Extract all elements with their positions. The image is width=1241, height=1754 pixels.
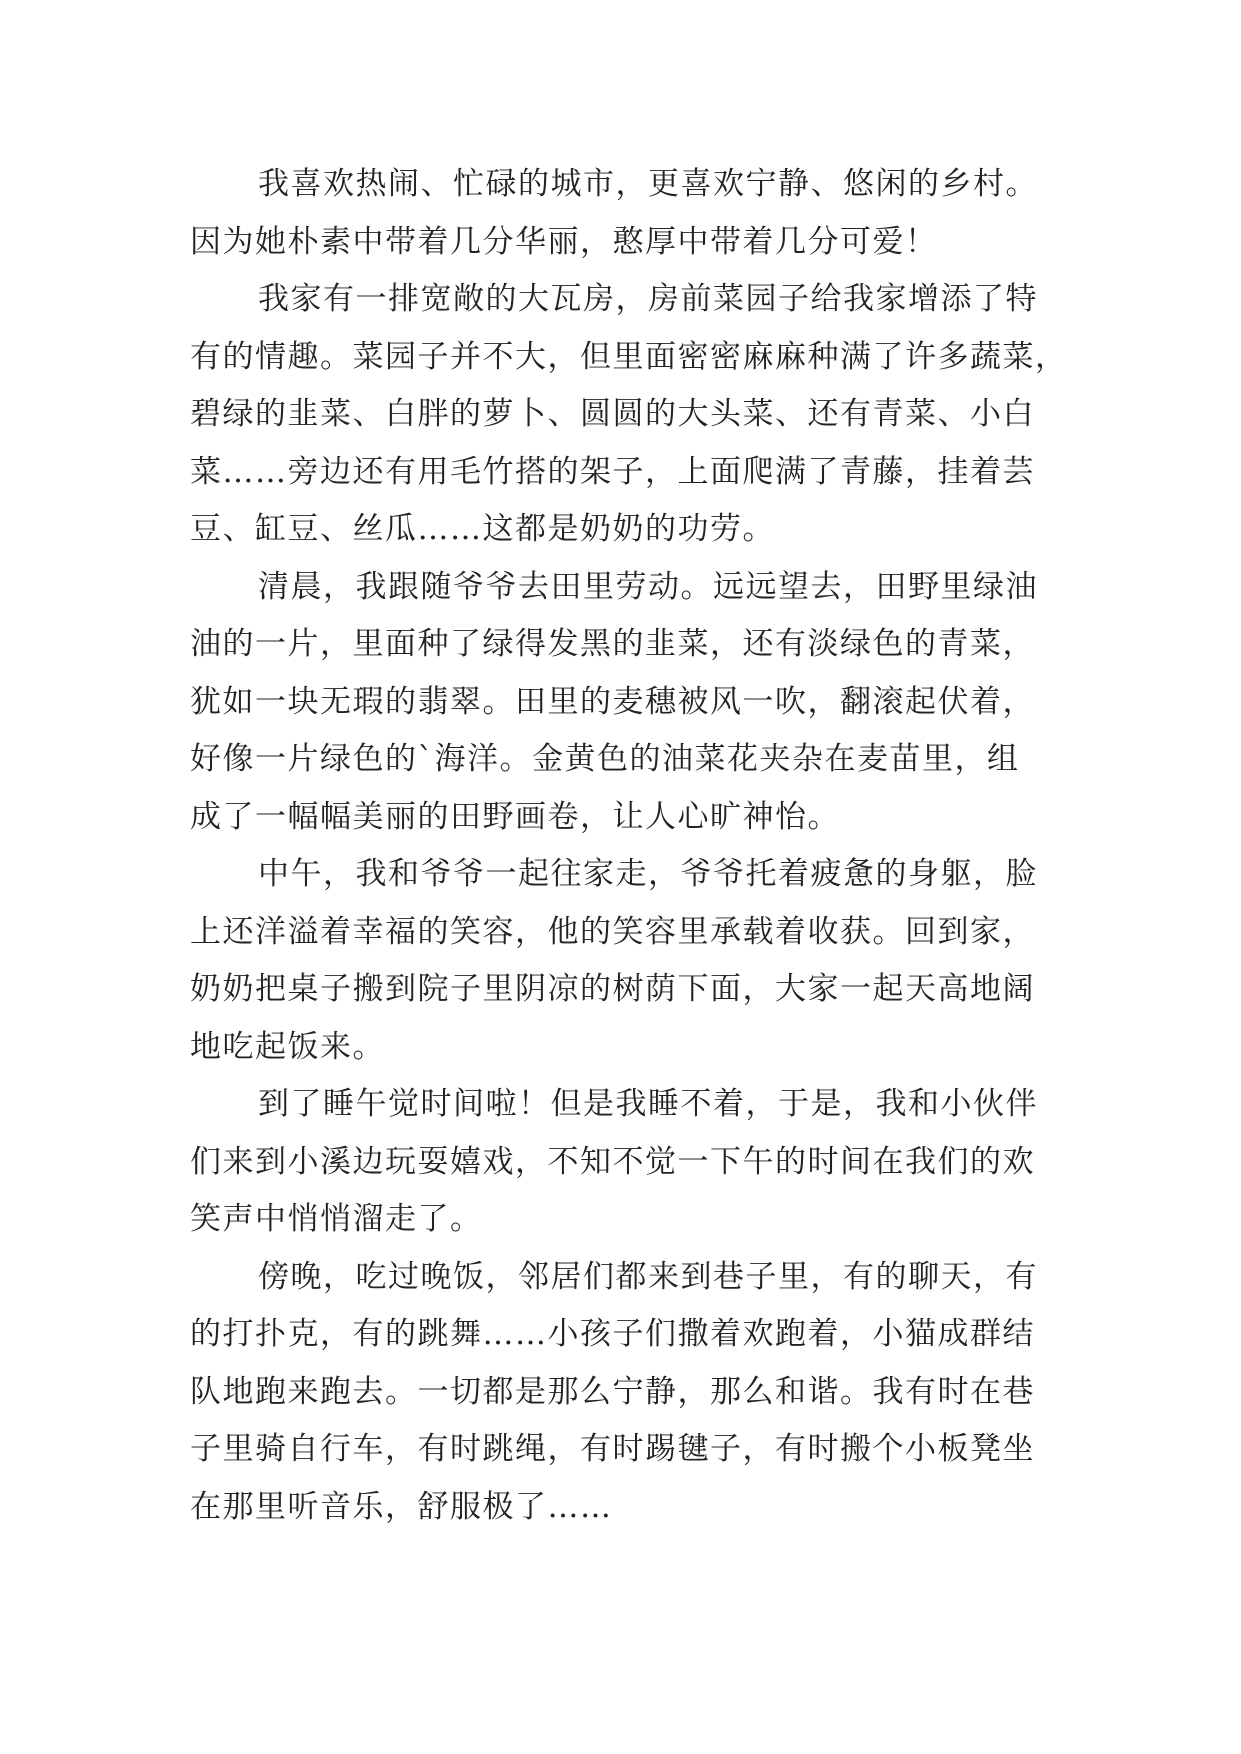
text-line: 碧绿的韭菜、白胖的萝卜、圆圆的大头菜、还有青菜、小白 xyxy=(190,396,1035,432)
text-line: 笑声中悄悄溜走了。 xyxy=(190,1201,483,1237)
text-line: 我家有一排宽敞的大瓦房，房前菜园子给我家增添了特 xyxy=(258,281,1038,317)
paragraph-4 xyxy=(190,846,1060,1076)
text-line: 成了一幅幅美丽的田野画卷，让人心旷神怡。 xyxy=(190,798,840,835)
text-line: 中午，我和爷爷一起往家走，爷爷托着疲惫的身躯，脸 xyxy=(258,856,1038,892)
paragraph-3 xyxy=(190,559,1060,847)
text-line: 地吃起饭来。 xyxy=(190,1028,385,1065)
text-line: 我喜欢热闹、忙碌的城市，更喜欢宁静、悠闲的乡村。 xyxy=(258,166,1038,202)
text-line: 奶奶把桌子搬到院子里阴凉的树荫下面，大家一起天高地阔 xyxy=(190,971,1035,1007)
text-line: 因为她朴素中带着几分华丽，憨厚中带着几分可爱！ xyxy=(190,223,938,260)
text-line: 在那里听音乐，舒服极了…… xyxy=(190,1488,613,1525)
text-line: 子里骑自行车，有时跳绳，有时踢毽子，有时搬个小板凳坐 xyxy=(190,1431,1035,1467)
paragraph-2 xyxy=(190,271,1068,559)
text-line: 的打扑克，有的跳舞……小孩子们撒着欢跑着，小猫成群结 xyxy=(190,1316,1035,1352)
text-line: 犹如一块无瑕的翡翠。田里的麦穗被风一吹，翻滚起伏着， xyxy=(190,683,1035,720)
paragraph-1 xyxy=(190,156,1060,271)
text-line: 豆、缸豆、丝瓜……这都是奶奶的功劳。 xyxy=(190,511,775,547)
text-line: 菜……旁边还有用毛竹搭的架子，上面爬满了青藤，挂着芸 xyxy=(190,453,1035,490)
text-line: 油的一片，里面种了绿得发黑的韭菜，还有淡绿色的青菜， xyxy=(190,626,1035,662)
text-line: 有的情趣。菜园子并不大，但里面密密麻麻种满了许多蔬菜， xyxy=(190,338,1068,375)
paragraph-6 xyxy=(190,1249,1060,1537)
text-line: 们来到小溪边玩耍嬉戏，不知不觉一下午的时间在我们的欢 xyxy=(190,1143,1035,1180)
paragraph-5 xyxy=(190,1076,1060,1249)
text-line: 傍晚，吃过晚饭，邻居们都来到巷子里，有的聊天，有 xyxy=(258,1258,1038,1295)
text-line: 清晨，我跟随爷爷去田里劳动。远远望去，田野里绿油 xyxy=(258,568,1038,605)
text-line: 好像一片绿色的`海洋。金黄色的油菜花夹杂在麦苗里，组 xyxy=(190,741,1020,777)
text-line: 上还洋溢着幸福的笑容，他的笑容里承载着收获。回到家， xyxy=(190,913,1035,950)
essay-body xyxy=(190,156,1068,1536)
text-line: 到了睡午觉时间啦！但是我睡不着，于是，我和小伙伴 xyxy=(258,1086,1038,1122)
text-line: 队地跑来跑去。一切都是那么宁静，那么和谐。我有时在巷 xyxy=(190,1373,1035,1410)
